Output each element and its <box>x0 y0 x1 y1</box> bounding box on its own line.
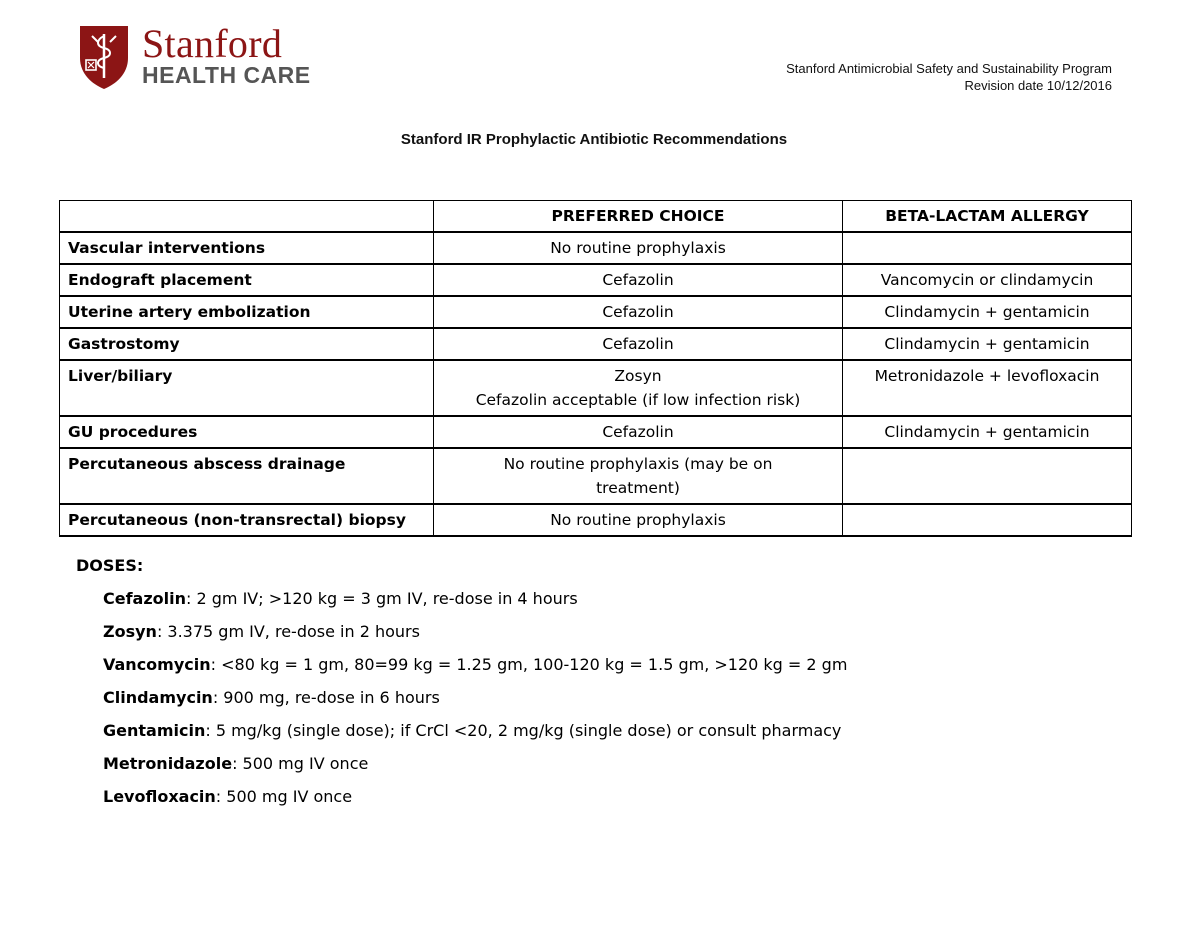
drug-name: Zosyn <box>103 622 157 641</box>
preferred-choice-line: No routine prophylaxis (may be on <box>503 455 773 473</box>
preferred-choice-cell <box>434 296 843 328</box>
preferred-choice-line: No routine prophylaxis <box>550 239 726 257</box>
dose-list <box>76 589 847 820</box>
table-row <box>60 264 1132 296</box>
table-header-row <box>60 201 1132 233</box>
document-title: Stanford IR Prophylactic Antibiotic Recommendations <box>400 131 788 148</box>
preferred-choice-cell <box>434 360 843 416</box>
beta-lactam-allergy-cell: Clindamycin + gentamicin <box>843 328 1132 360</box>
table-row <box>60 296 1132 328</box>
stanford-shield-icon <box>78 24 130 90</box>
doses-section <box>76 556 847 820</box>
dose-text: : 500 mg IV once <box>215 787 353 806</box>
preferred-choice-cell <box>434 328 843 360</box>
drug-name: Cefazolin <box>103 589 187 608</box>
drug-name: Vancomycin <box>103 655 211 674</box>
procedure-cell: Percutaneous abscess drainage <box>60 448 434 504</box>
beta-lactam-allergy-cell <box>843 448 1132 504</box>
preferred-choice-cell <box>434 448 843 504</box>
preferred-choice-line: Cefazolin acceptable (if low infection risk) <box>475 391 801 409</box>
preferred-choice-cell <box>434 504 843 536</box>
dose-text: : 2 gm IV; >120 kg = 3 gm IV, re-dose in 4 hours <box>186 589 578 608</box>
procedure-cell: GU procedures <box>60 416 434 448</box>
logo-name: Stanford <box>142 21 283 66</box>
beta-lactam-allergy-cell <box>843 504 1132 536</box>
beta-lactam-allergy-cell: Metronidazole + levofloxacin <box>843 360 1132 416</box>
preferred-choice-cell <box>434 264 843 296</box>
program-name: Stanford Antimicrobial Safety and Sustainability Program <box>786 61 1112 76</box>
preferred-choice-line: No routine prophylaxis <box>550 511 726 529</box>
stanford-health-care-logo <box>78 21 311 94</box>
procedure-cell: Liver/biliary <box>60 360 434 416</box>
table-row <box>60 416 1132 448</box>
beta-lactam-allergy-cell: Vancomycin or clindamycin <box>843 264 1132 296</box>
preferred-choice-cell <box>434 416 843 448</box>
preferred-choice-line: Cefazolin <box>602 423 674 441</box>
table-row <box>60 360 1132 416</box>
table-row <box>60 504 1132 536</box>
beta-lactam-allergy-cell: Clindamycin + gentamicin <box>843 296 1132 328</box>
dose-text: : 900 mg, re-dose in 6 hours <box>212 688 440 707</box>
dose-item <box>103 721 847 754</box>
recommendations-table <box>59 200 1132 537</box>
dose-item <box>103 655 847 688</box>
column-header-allergy: BETA-LACTAM ALLERGY <box>843 201 1132 233</box>
table-row <box>60 232 1132 264</box>
dose-text: : 3.375 gm IV, re-dose in 2 hours <box>156 622 420 641</box>
procedure-cell: Uterine artery embolization <box>60 296 434 328</box>
column-header-procedure <box>60 201 434 233</box>
doses-title: DOSES: <box>76 556 144 575</box>
column-header-preferred: PREFERRED CHOICE <box>434 201 843 233</box>
beta-lactam-allergy-cell <box>843 232 1132 264</box>
dose-item <box>103 622 847 655</box>
dose-item <box>103 589 847 622</box>
dose-text: : 500 mg IV once <box>232 754 369 773</box>
dose-item <box>103 754 847 787</box>
drug-name: Gentamicin <box>103 721 206 740</box>
preferred-choice-line: treatment) <box>596 479 680 497</box>
table-row <box>60 328 1132 360</box>
procedure-cell: Gastrostomy <box>60 328 434 360</box>
drug-name: Metronidazole <box>103 754 233 773</box>
drug-name: Levofloxacin <box>103 787 216 806</box>
procedure-cell: Percutaneous (non-transrectal) biopsy <box>60 504 434 536</box>
revision-date: Revision date 10/12/2016 <box>964 78 1112 93</box>
beta-lactam-allergy-cell: Clindamycin + gentamicin <box>843 416 1132 448</box>
procedure-cell: Endograft placement <box>60 264 434 296</box>
logo-subtitle: HEALTH CARE <box>142 62 311 88</box>
table-row <box>60 448 1132 504</box>
drug-name: Clindamycin <box>103 688 213 707</box>
dose-item <box>103 787 847 820</box>
dose-text: : <80 kg = 1 gm, 80=99 kg = 1.25 gm, 100-120 kg = 1.5 gm, >120 kg = 2 gm <box>210 655 848 674</box>
dose-item <box>103 688 847 721</box>
preferred-choice-line: Cefazolin <box>602 335 674 353</box>
preferred-choice-line: Zosyn <box>614 367 662 385</box>
preferred-choice-line: Cefazolin <box>602 271 674 289</box>
preferred-choice-cell <box>434 232 843 264</box>
header-info <box>786 60 1112 94</box>
dose-text: : 5 mg/kg (single dose); if CrCl <20, 2 mg/kg (single dose) or consult pharmacy <box>205 721 842 740</box>
preferred-choice-line: Cefazolin <box>602 303 674 321</box>
procedure-cell: Vascular interventions <box>60 232 434 264</box>
